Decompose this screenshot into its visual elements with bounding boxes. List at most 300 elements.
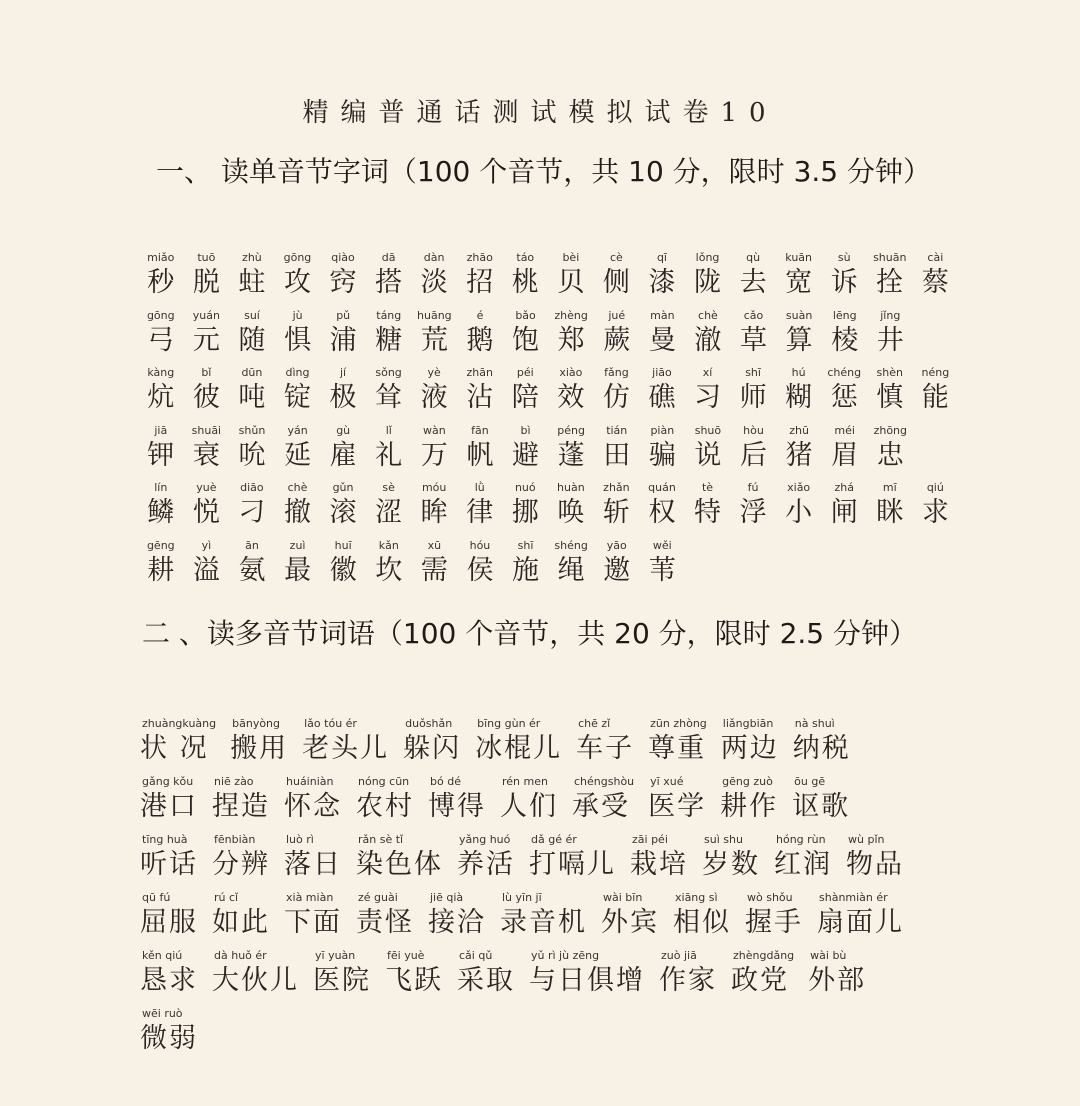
pinyin: yǔ rì jù zēng [531, 949, 600, 962]
hanzi-word: 政党 [731, 965, 789, 996]
pinyin: cǎi qǔ [459, 949, 493, 962]
hanzi: 绳 [557, 554, 585, 586]
word-item [140, 948, 198, 1006]
hanzi: 最 [284, 554, 312, 586]
hanzi: 漆 [648, 267, 676, 298]
hanzi-word: 采取 [457, 965, 515, 996]
hanzi-word: 分辨 [212, 849, 270, 880]
pinyin: chéngshòu [574, 775, 635, 788]
hanzi: 斩 [602, 497, 630, 528]
character-item [275, 308, 321, 366]
hanzi-word: 车子 [576, 733, 635, 764]
pinyin: shǔn [238, 423, 266, 437]
pinyin: péng [557, 423, 585, 437]
word-item [630, 832, 688, 890]
character-item [138, 538, 184, 596]
character-item [548, 365, 594, 423]
word-item [572, 774, 634, 832]
pinyin: dà huǒ ér [214, 949, 267, 962]
hanzi-word: 与日俱增 [529, 965, 645, 996]
pinyin: gōng [283, 251, 312, 264]
pinyin: xiāng sì [675, 891, 718, 904]
hanzi: 招 [466, 267, 494, 298]
character-item [503, 365, 549, 423]
pinyin: sè [382, 481, 395, 494]
character-item [366, 423, 412, 481]
pinyin: suì shu [704, 833, 743, 846]
pinyin: yī xué [650, 775, 684, 788]
pinyin: rén men [502, 775, 548, 788]
hanzi: 耕 [147, 554, 175, 586]
hanzi: 糊 [785, 382, 813, 413]
character-item [184, 308, 230, 366]
pinyin: bǐ [201, 366, 212, 379]
word-item [284, 890, 342, 948]
word-item [648, 716, 707, 774]
character-item [594, 538, 640, 596]
character-item [776, 250, 822, 308]
word-item [284, 832, 342, 890]
character-item [821, 365, 867, 423]
pinyin: zhān [466, 366, 493, 379]
hanzi: 习 [694, 382, 722, 413]
pinyin: zhá [834, 481, 854, 494]
pinyin: fēnbiàn [214, 833, 256, 846]
character-item [867, 365, 913, 423]
section-2-heading: 二 、读多音节词语（100 个音节，共 20 分，限时 2.5 分钟） [142, 617, 918, 650]
character-item [776, 308, 822, 366]
hanzi-word: 如此 [212, 907, 270, 938]
character-item [412, 308, 458, 366]
word-item [457, 948, 515, 1006]
pinyin: wēi ruò [142, 1007, 183, 1020]
hanzi: 蓬 [557, 439, 585, 471]
pinyin: chéng [827, 366, 862, 379]
pinyin: táng [376, 308, 402, 322]
character-item [366, 538, 412, 596]
hanzi: 鹅 [466, 324, 494, 356]
pinyin: dàn [423, 251, 445, 264]
pinyin: lǜ [474, 481, 485, 494]
pinyin: qiú [926, 481, 944, 494]
pinyin: dūn [241, 366, 263, 379]
hanzi-word: 纳税 [792, 733, 851, 764]
pinyin: wěi [652, 538, 672, 552]
hanzi: 能 [921, 382, 949, 413]
word-item [302, 716, 389, 774]
pinyin: cài [927, 251, 944, 264]
pinyin: zhōng [873, 423, 908, 437]
hanzi-word: 下面 [284, 907, 342, 938]
hanzi-word: 微弱 [140, 1023, 198, 1054]
hanzi: 眯 [876, 497, 904, 528]
pinyin: táo [516, 251, 535, 264]
hanzi: 徽 [329, 554, 357, 586]
character-item [867, 480, 913, 538]
hanzi-word: 老头儿 [302, 733, 390, 764]
hanzi: 吮 [238, 439, 266, 471]
hanzi-word: 栽培 [630, 849, 688, 880]
hanzi: 衰 [192, 439, 220, 471]
hanzi: 锭 [283, 382, 311, 413]
hanzi-word: 两边 [720, 733, 779, 764]
pinyin: tián [606, 423, 628, 437]
hanzi-word: 躲闪 [403, 733, 462, 764]
document-title: 精编普通话测试模拟试卷10 [302, 98, 778, 128]
hanzi: 陪 [511, 382, 539, 413]
pinyin: zāi péi [632, 833, 668, 846]
word-item [808, 948, 866, 1006]
pinyin: yǎng huó [459, 833, 511, 846]
character-item [184, 250, 230, 308]
hanzi: 仿 [602, 382, 630, 413]
hanzi-word: 相似 [673, 907, 731, 938]
hanzi: 拴 [876, 267, 904, 298]
pinyin: chē zǐ [578, 717, 611, 730]
hanzi-word: 尊重 [648, 733, 707, 764]
hanzi: 淡 [420, 267, 448, 298]
character-item [685, 423, 731, 481]
pinyin: diāo [240, 481, 264, 494]
pinyin: lǐ [385, 423, 392, 437]
hanzi: 蛀 [238, 267, 266, 298]
character-item [503, 423, 549, 481]
hanzi: 棱 [831, 324, 859, 356]
character-item [640, 308, 686, 366]
hanzi-word: 握手 [745, 907, 803, 938]
pinyin: rú cǐ [214, 891, 239, 904]
character-item [594, 423, 640, 481]
pinyin: xiào [559, 366, 583, 379]
character-item [730, 250, 776, 308]
character-item [229, 250, 275, 308]
hanzi: 搭 [375, 267, 403, 298]
word-item [356, 832, 443, 890]
hanzi: 彼 [192, 382, 220, 413]
character-item [184, 423, 230, 481]
word-item [500, 890, 587, 948]
pinyin: zhǎn [603, 481, 630, 494]
pinyin: shuāi [191, 423, 222, 437]
pinyin: chè [698, 308, 718, 322]
hanzi: 律 [466, 497, 494, 528]
character-item [320, 250, 366, 308]
pinyin: zuì [289, 538, 306, 552]
character-item [640, 538, 686, 596]
hanzi: 炕 [147, 382, 175, 413]
pinyin: zhèngdǎng [733, 949, 795, 962]
word-item [745, 890, 803, 948]
pinyin: yuè [196, 481, 217, 494]
hanzi: 吨 [238, 382, 266, 413]
hanzi: 窍 [329, 267, 357, 298]
character-item [275, 250, 321, 308]
word-item [702, 832, 760, 890]
pinyin: bǎo [515, 308, 536, 322]
hanzi: 澈 [694, 324, 722, 356]
hanzi: 眉 [831, 439, 859, 471]
word-item [284, 774, 342, 832]
hanzi-word: 作家 [659, 965, 717, 996]
hanzi-word: 恳求 [140, 965, 198, 996]
hanzi-word: 港口 [140, 791, 198, 822]
hanzi: 蕨 [603, 324, 631, 356]
hanzi: 权 [648, 497, 676, 528]
character-item [503, 480, 549, 538]
pinyin: gǔn [332, 481, 354, 494]
hanzi: 浦 [329, 324, 357, 356]
character-item [457, 480, 503, 538]
pinyin: jí [339, 366, 347, 379]
word-item [576, 716, 634, 774]
character-item [639, 365, 685, 423]
character-item [275, 480, 321, 538]
hanzi-word: 飞跃 [385, 965, 443, 996]
hanzi: 贝 [557, 267, 585, 298]
hanzi: 荒 [420, 324, 448, 356]
pinyin: pǔ [336, 308, 351, 322]
character-item [548, 423, 594, 481]
pinyin: huàn [557, 481, 585, 494]
hanzi: 液 [420, 382, 448, 413]
pinyin: yì [201, 538, 212, 552]
hanzi-word: 大伙儿 [212, 965, 299, 996]
character-item [503, 250, 549, 308]
pinyin: zhèng [554, 308, 588, 322]
character-item [184, 538, 230, 596]
character-item [503, 538, 549, 596]
pinyin: zuò jiā [661, 949, 697, 962]
character-item [457, 308, 503, 366]
hanzi: 特 [694, 497, 722, 528]
pinyin: qī [656, 251, 667, 264]
pinyin: bó dé [430, 775, 461, 788]
hanzi: 草 [740, 324, 768, 356]
pinyin: gēng [146, 538, 175, 552]
hanzi: 求 [921, 497, 949, 528]
character-item [229, 538, 275, 596]
character-item [776, 423, 822, 481]
character-row [138, 308, 958, 366]
pinyin: shànmiàn ér [819, 891, 888, 904]
character-item [821, 250, 867, 308]
hanzi: 延 [284, 439, 312, 471]
pinyin: hòu [743, 423, 764, 437]
character-item [822, 308, 868, 366]
hanzi: 滚 [329, 497, 357, 528]
word-item [356, 774, 414, 832]
hanzi-word: 怀念 [284, 791, 342, 822]
word-item [792, 774, 850, 832]
pinyin: méi [834, 423, 855, 437]
hanzi: 师 [739, 382, 767, 413]
word-row [140, 832, 970, 890]
word-item [140, 832, 198, 890]
character-item [457, 365, 503, 423]
hanzi: 惩 [830, 382, 858, 413]
pinyin: chè [287, 481, 308, 494]
word-item [140, 890, 198, 948]
hanzi-word: 博得 [428, 791, 486, 822]
hanzi: 施 [512, 554, 540, 586]
pinyin: suí [244, 308, 260, 322]
pinyin: rǎn sè tǐ [358, 833, 404, 846]
hanzi: 猪 [785, 439, 813, 471]
character-item [685, 250, 731, 308]
pinyin: bīng gùn ér [477, 717, 541, 730]
word-item [313, 948, 371, 1006]
pinyin: niē zào [214, 775, 254, 788]
pinyin: lǒng [695, 251, 720, 264]
hanzi: 邀 [603, 554, 631, 586]
character-item [640, 423, 686, 481]
hanzi: 忠 [876, 439, 904, 471]
hanzi: 骗 [648, 439, 676, 471]
hanzi-word: 打嗝儿 [529, 849, 616, 880]
hanzi: 苇 [648, 554, 676, 586]
section-1-heading: 一、 读单音节字词（100 个音节，共 10 分，限时 3.5 分钟） [156, 155, 932, 188]
pinyin: zhuàngkuàng [142, 717, 217, 730]
word-item [230, 716, 288, 774]
pinyin: lù yīn jī [502, 891, 542, 904]
hanzi: 曼 [648, 324, 676, 356]
word-item [140, 774, 198, 832]
hanzi: 涩 [375, 497, 403, 528]
pinyin: jiē qià [430, 891, 464, 904]
hanzi: 郑 [557, 324, 585, 356]
hanzi-word: 听话 [140, 849, 198, 880]
word-item [673, 890, 731, 948]
word-item [428, 890, 486, 948]
word-item [140, 716, 216, 774]
character-item [366, 480, 412, 538]
word-row [140, 716, 970, 774]
hanzi: 井 [876, 324, 904, 356]
pinyin: é [476, 308, 484, 322]
word-item [457, 832, 515, 890]
word-item [212, 832, 270, 890]
hanzi-word: 扇面儿 [817, 907, 904, 938]
pinyin: suàn [785, 308, 813, 322]
pinyin: bānyòng [232, 717, 281, 730]
character-item [138, 423, 184, 481]
hanzi: 万 [420, 439, 448, 471]
character-item [594, 480, 640, 538]
pinyin: yī yuàn [315, 949, 356, 962]
hanzi: 糖 [375, 324, 403, 356]
character-item [138, 308, 184, 366]
character-item [731, 308, 777, 366]
word-item [731, 948, 794, 1006]
character-item [412, 538, 458, 596]
hanzi: 帆 [466, 439, 494, 471]
character-item [412, 423, 458, 481]
pinyin: gōng [146, 308, 175, 322]
character-item [229, 365, 275, 423]
hanzi-word: 农村 [356, 791, 414, 822]
character-item [867, 250, 913, 308]
hanzi: 小 [785, 497, 813, 528]
pinyin: shī [745, 366, 761, 379]
character-item [776, 480, 822, 538]
pinyin: zé guài [358, 891, 398, 904]
hanzi: 沾 [466, 382, 494, 413]
pinyin: qiào [331, 251, 355, 264]
hanzi-word: 录音机 [500, 907, 587, 938]
word-item [817, 890, 904, 948]
hanzi: 浮 [739, 497, 767, 528]
character-item [913, 250, 959, 308]
pinyin: luò rì [286, 833, 314, 846]
pinyin: tīng huà [142, 833, 188, 846]
hanzi-word: 状 况 [140, 733, 209, 764]
word-item [720, 774, 778, 832]
hanzi-word: 冰棍儿 [475, 733, 563, 764]
hanzi: 礁 [648, 382, 676, 413]
hanzi: 宽 [785, 267, 813, 298]
hanzi-word: 屈服 [140, 907, 198, 938]
character-item [822, 423, 868, 481]
pinyin: dìng [285, 366, 310, 379]
pinyin: xià miàn [286, 891, 334, 904]
hanzi: 挪 [511, 497, 539, 528]
character-row [138, 480, 958, 538]
word-row [140, 1006, 970, 1064]
word-item [529, 948, 645, 1006]
pinyin: huāng [417, 308, 452, 322]
character-item [730, 480, 776, 538]
multi-syllable-grid [140, 716, 970, 1064]
pinyin: zūn zhòng [650, 717, 707, 730]
pinyin: gǎng kǒu [142, 775, 194, 788]
pinyin: hóng rùn [776, 833, 826, 846]
word-item [846, 832, 904, 890]
character-item [320, 365, 366, 423]
pinyin: péi [516, 366, 534, 379]
hanzi-word: 外部 [808, 965, 867, 996]
character-item [548, 308, 594, 366]
pinyin: néng [921, 366, 950, 379]
pinyin: qū fú [142, 891, 171, 904]
pinyin: bì [520, 423, 531, 437]
word-item [385, 948, 443, 1006]
word-item [529, 832, 616, 890]
pinyin: yán [287, 423, 308, 437]
character-item [411, 480, 457, 538]
pinyin: kěn qiú [142, 949, 183, 962]
hanzi-word: 人们 [500, 791, 558, 822]
hanzi: 蔡 [921, 267, 949, 298]
character-item [275, 365, 321, 423]
pinyin: zhāo [466, 251, 493, 264]
pinyin: zhù [242, 251, 262, 264]
hanzi: 攻 [283, 267, 311, 298]
character-item [320, 423, 366, 481]
word-item [356, 890, 414, 948]
single-syllable-grid [138, 250, 958, 595]
hanzi: 刁 [238, 497, 266, 528]
pinyin: shī [517, 538, 534, 552]
pinyin: shèn [876, 366, 903, 379]
pinyin: lēng [832, 308, 857, 322]
hanzi: 慎 [876, 382, 904, 413]
pinyin: cǎo [743, 308, 764, 322]
hanzi-word: 接洽 [428, 907, 486, 938]
pinyin: gēng zuò [722, 775, 773, 788]
hanzi-word: 医院 [313, 965, 371, 996]
character-item [457, 423, 503, 481]
pinyin: kàng [147, 366, 175, 379]
